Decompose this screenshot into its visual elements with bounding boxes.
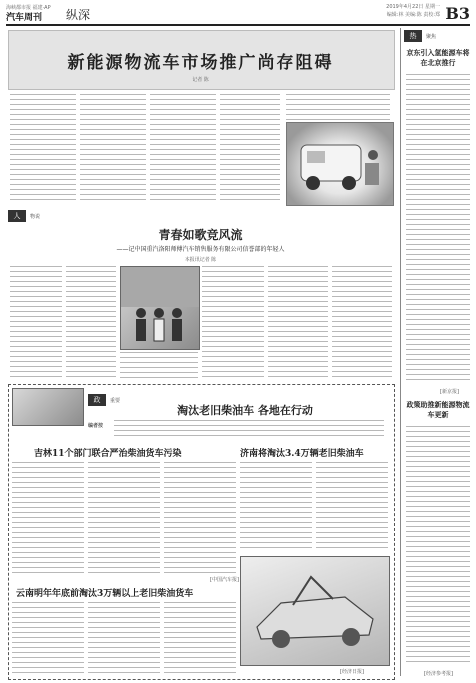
masthead-rule <box>6 24 470 26</box>
lead-text-col-1 <box>10 94 76 202</box>
people-text-col-4 <box>202 266 264 378</box>
article-jilin-title: 吉林11个部门联合严治柴油货车污染 <box>34 449 182 459</box>
article-jinan-title: 济南将淘汰3.4万辆老旧柴油车 <box>240 449 364 459</box>
van-illustration <box>287 123 393 205</box>
lead-text-col-3 <box>150 94 216 202</box>
delivery-van-photo <box>286 122 394 206</box>
editor-text: 编辑:林 美编:陈 责校:郑 <box>386 11 440 18</box>
people-section-tag: 人 <box>8 210 26 222</box>
people-byline: 本报讯记者 陈 <box>184 257 217 263</box>
lead-byline: 记者 陈 <box>192 77 209 83</box>
car-drawing <box>241 557 389 665</box>
sidebar-title-1: 京东引入氢能源车将在北京推行 <box>406 49 470 67</box>
sidebar-text-2 <box>406 426 470 666</box>
sidebar-section-name: 聚焦 <box>426 34 437 40</box>
lead-headline: 新能源物流车市场推广尚存阻碍 <box>67 53 334 73</box>
policy-section-tag: 政 <box>88 394 106 406</box>
paper-name: 海峡都市报 福建·AP <box>6 5 51 11</box>
date-text: 2019年4月22日 星期一 <box>386 4 440 10</box>
people-title: 青春如歌竞风流 <box>158 228 243 242</box>
article-jilin-col-2 <box>88 462 160 574</box>
people-illustration <box>121 267 199 349</box>
lead-text-col-2 <box>80 94 146 202</box>
policy-title: 淘汰老旧柴油车 各地在行动 <box>177 404 313 417</box>
article-jilin-col-3 <box>164 462 236 574</box>
page-number: B3 <box>445 4 470 23</box>
source-label-2: [经济日报] <box>340 669 364 675</box>
sidebar-divider <box>400 28 401 676</box>
policy-section-name: 重要 <box>110 398 121 404</box>
lead-text-col-5 <box>286 94 390 120</box>
date-line <box>386 4 440 19</box>
people-text-col-5 <box>268 266 328 378</box>
people-text-col-3 <box>120 352 198 378</box>
people-section-name: 物说 <box>30 214 41 220</box>
article-jilin-col-1 <box>12 462 84 574</box>
article-yunnan-col-3 <box>164 602 236 674</box>
editor-note-label: 编者按 <box>88 423 104 429</box>
article-yunnan-col-1 <box>12 602 84 674</box>
article-yunnan-col-2 <box>88 602 160 674</box>
sidebar-source-1: [新京报] <box>440 389 459 395</box>
sidebar-source-2: [经济参考报] <box>424 671 453 677</box>
people-text-col-6 <box>332 266 392 378</box>
people-text-col-1 <box>10 266 62 378</box>
scrapyard-photo <box>12 388 84 426</box>
article-yunnan-title: 云南明年年底前淘汰3万辆以上老旧柴油货车 <box>16 589 194 599</box>
people-subtitle: ——记中国重汽洛阳师傅汽车销售服务有限公司信誉部的年轻人 <box>116 246 285 253</box>
group-photo <box>120 266 200 350</box>
people-text-col-2 <box>66 266 116 378</box>
sidebar-section-tag: 热 <box>404 30 422 42</box>
sidebar-title-2: 政策助推新能源物流车更新 <box>406 401 470 419</box>
sidebar-text-1 <box>406 74 470 384</box>
source-label-1: [中国汽车报] <box>210 577 239 583</box>
section-title: 汽车周刊 <box>6 13 43 23</box>
article-jinan-col-1 <box>240 462 312 552</box>
column-title: 纵深 <box>66 8 91 22</box>
article-jinan-col-2 <box>316 462 388 552</box>
crushed-car-illustration <box>240 556 390 666</box>
lead-text-col-4 <box>220 94 280 202</box>
editor-note-text <box>114 420 384 440</box>
